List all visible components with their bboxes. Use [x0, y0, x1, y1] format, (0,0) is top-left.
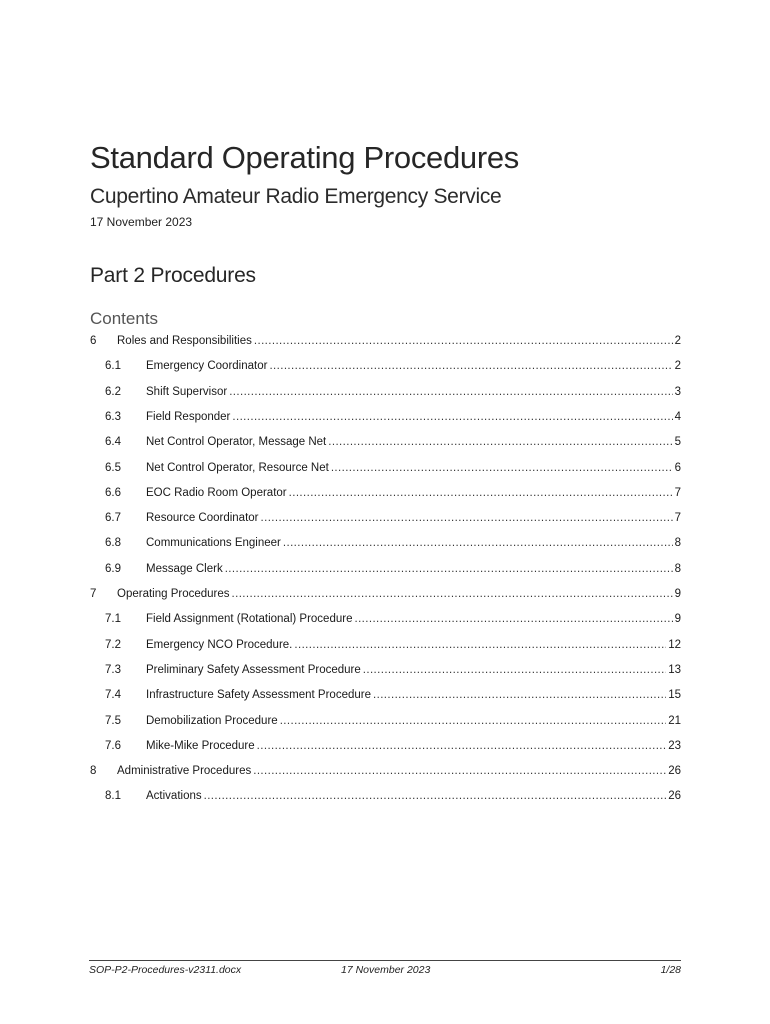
toc-dot-leader [257, 740, 667, 752]
toc-entry-page: 7 [674, 512, 681, 524]
document-date: 17 November 2023 [90, 215, 193, 229]
toc-entry-number: 7.2 [105, 639, 121, 651]
toc-entry[interactable] [105, 639, 681, 657]
toc-entry[interactable] [105, 689, 681, 707]
toc-entry[interactable] [105, 436, 681, 454]
toc-entry-title: Operating Procedures [117, 588, 230, 600]
toc-dot-leader [232, 411, 672, 423]
toc-entry-number: 6.3 [105, 411, 121, 423]
toc-entry-title: Mike-Mike Procedure [146, 740, 255, 752]
toc-entry-page: 8 [674, 537, 681, 549]
toc-dot-leader [283, 537, 673, 549]
toc-entry-page: 26 [668, 790, 681, 802]
toc-entry-number: 7.3 [105, 664, 121, 676]
toc-entry-page: 23 [668, 740, 681, 752]
toc-dot-leader [254, 335, 673, 347]
toc-entry[interactable] [90, 588, 681, 606]
toc-entry-page: 12 [668, 639, 681, 651]
toc-entry-page: 6 [674, 462, 681, 474]
toc-entry-number: 6.7 [105, 512, 121, 524]
toc-entry-title: Emergency NCO Procedure. [146, 639, 293, 651]
toc-entry-number: 7.6 [105, 740, 121, 752]
toc-entry-title: Administrative Procedures [117, 765, 252, 777]
toc-entry-number: 6.2 [105, 386, 121, 398]
toc-dot-leader [261, 512, 673, 524]
toc-dot-leader [229, 386, 672, 398]
toc-entry-page: 13 [668, 664, 681, 676]
toc-dot-leader [331, 462, 673, 474]
toc-entry-page: 8 [674, 563, 681, 575]
toc-entry-title: Preliminary Safety Assessment Procedure [146, 664, 361, 676]
toc-entry-title: Shift Supervisor [146, 386, 228, 398]
toc-entry-title: Activations [146, 790, 202, 802]
toc-entry-number: 6 [90, 335, 97, 347]
footer-page-number: 1/28 [660, 964, 681, 976]
toc-entry-page: 2 [674, 335, 681, 347]
toc-entry-page: 9 [674, 588, 681, 600]
toc-entry-number: 6.5 [105, 462, 121, 474]
toc-entry-number: 8 [90, 765, 97, 777]
toc-dot-leader [289, 487, 673, 499]
toc-dot-leader [363, 664, 666, 676]
toc-entry-page: 2 [674, 360, 681, 372]
footer-divider [89, 960, 681, 961]
toc-entry-number: 7.1 [105, 613, 121, 625]
toc-entry-number: 8.1 [105, 790, 121, 802]
toc-dot-leader [354, 613, 672, 625]
toc-entry[interactable] [105, 563, 681, 581]
toc-entry[interactable] [90, 335, 681, 353]
toc-dot-leader [328, 436, 672, 448]
toc-entry-page: 21 [668, 715, 681, 727]
toc-entry[interactable] [105, 386, 681, 404]
toc-entry-number: 7.4 [105, 689, 121, 701]
toc-entry[interactable] [105, 512, 681, 530]
toc-dot-leader [225, 563, 673, 575]
toc-entry-title: Roles and Responsibilities [117, 335, 252, 347]
toc-entry-number: 6.4 [105, 436, 121, 448]
toc-entry[interactable] [105, 462, 681, 480]
toc-entry-page: 26 [668, 765, 681, 777]
toc-entry-title: EOC Radio Room Operator [146, 487, 287, 499]
toc-entry-title: Message Clerk [146, 563, 223, 575]
toc-entry-title: Net Control Operator, Message Net [146, 436, 327, 448]
toc-entry-number: 7 [90, 588, 97, 600]
contents-heading: Contents [90, 309, 159, 328]
toc-entry[interactable] [105, 411, 681, 429]
document-subtitle: Cupertino Amateur Radio Emergency Service [90, 185, 502, 208]
footer-filename: SOP-P2-Procedures-v2311.docx [89, 964, 242, 976]
toc-entry-number: 6.1 [105, 360, 121, 372]
toc-dot-leader [269, 360, 672, 372]
toc-dot-leader [280, 715, 667, 727]
toc-entry-title: Resource Coordinator [146, 512, 259, 524]
document-title: Standard Operating Procedures [90, 140, 520, 175]
toc-entry-number: 6.9 [105, 563, 121, 575]
toc-entry-page: 7 [674, 487, 681, 499]
toc-entry[interactable] [90, 765, 681, 783]
toc-entry-title: Demobilization Procedure [146, 715, 278, 727]
toc-entry-page: 15 [668, 689, 681, 701]
toc-entry-title: Infrastructure Safety Assessment Procedure [146, 689, 371, 701]
toc-entry-title: Communications Engineer [146, 537, 281, 549]
toc-entry[interactable] [105, 613, 681, 631]
toc-entry-title: Field Assignment (Rotational) Procedure [146, 613, 353, 625]
footer-date: 17 November 2023 [341, 964, 431, 976]
toc-entry-title: Field Responder [146, 411, 231, 423]
toc-entry-page: 5 [674, 436, 681, 448]
toc-entry-title: Net Control Operator, Resource Net [146, 462, 329, 474]
toc-entry[interactable] [105, 537, 681, 555]
toc-entry[interactable] [105, 740, 681, 758]
toc-entry[interactable] [105, 715, 681, 733]
toc-entry-page: 3 [674, 386, 681, 398]
toc-dot-leader [204, 790, 667, 802]
toc-dot-leader [232, 588, 673, 600]
toc-entry[interactable] [105, 360, 681, 378]
toc-entry-page: 4 [674, 411, 681, 423]
toc-entry[interactable] [105, 664, 681, 682]
part-heading: Part 2 Procedures [90, 264, 256, 287]
toc-entry-number: 7.5 [105, 715, 121, 727]
toc-entry-title: Emergency Coordinator [146, 360, 268, 372]
toc-dot-leader [294, 639, 666, 651]
toc-entry-number: 6.8 [105, 537, 121, 549]
toc-entry-number: 6.6 [105, 487, 121, 499]
toc-dot-leader [253, 765, 666, 777]
toc-entry-page: 9 [674, 613, 681, 625]
toc-entry[interactable] [105, 790, 681, 808]
toc-entry[interactable] [105, 487, 681, 505]
toc-dot-leader [373, 689, 666, 701]
